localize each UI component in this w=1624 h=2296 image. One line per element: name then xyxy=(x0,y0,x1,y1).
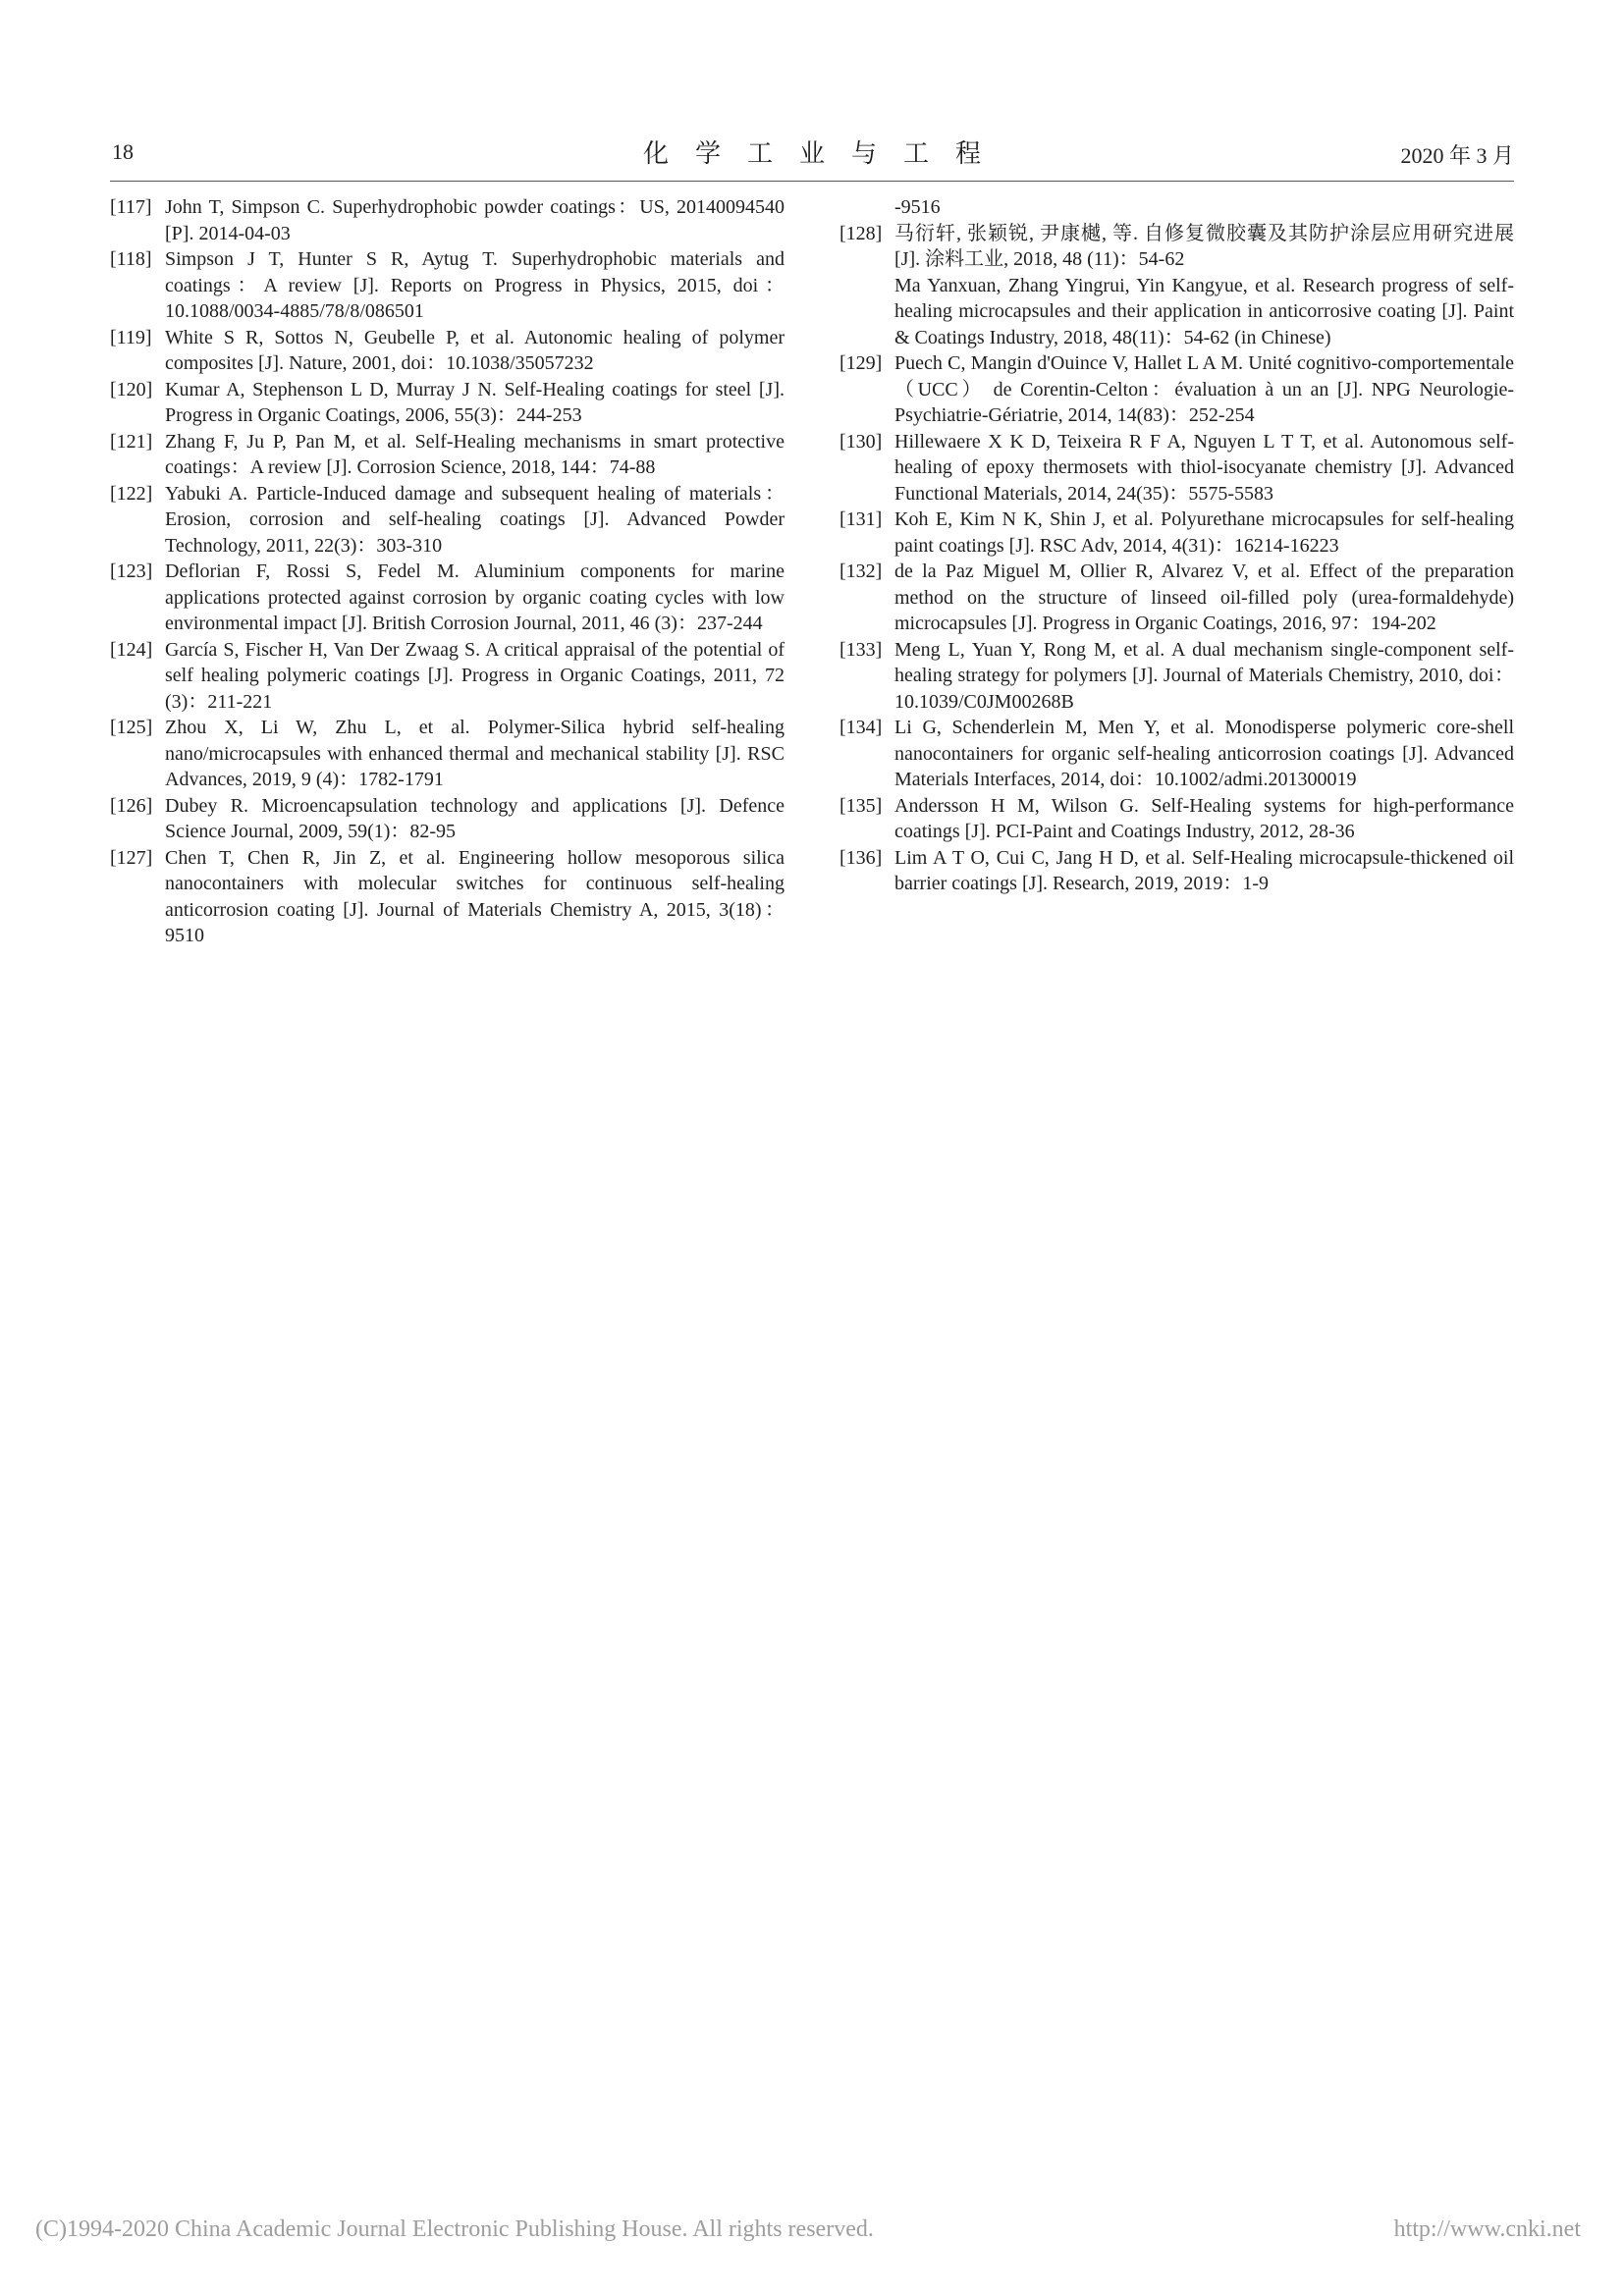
reference-text: Ma Yanxuan, Zhang Yingrui, Yin Kangyue, et al. Research progress of self-healing microcapsules and their application in anticorrosive coating [J]. Paint & Coatings Industry, 2018, 48(11)：54-62 (in Chinese) xyxy=(894,274,1514,348)
reference-label xyxy=(839,194,894,221)
reference-body xyxy=(894,793,1514,845)
reference-item xyxy=(110,377,785,429)
reference-item xyxy=(110,194,785,246)
reference-text: Hillewaere X K D, Teixeira R F A, Nguyen L T T, et al. Autonomous self-healing of epoxy thermosets with thiol-isocyanate chemistry [J]. Advanced Functional Materials, 2014, 24(35)：5575-5583 xyxy=(894,430,1514,505)
reference-body xyxy=(894,715,1514,793)
reference-label: [136] xyxy=(839,846,883,869)
reference-text: de la Paz Miguel M, Ollier R, Alvarez V, et al. Effect of the preparation method on the structure of linseed oil-filled poly (urea-formaldehyde) microcapsules [J]. Progress in Organic Coatings, 2016, 97：194-202 xyxy=(894,561,1514,634)
reference-label: [127] xyxy=(110,846,153,869)
reference-label: [135] xyxy=(839,794,883,817)
reference-item xyxy=(110,637,785,716)
reference-label: [117] xyxy=(110,196,152,218)
reference-item xyxy=(110,246,785,325)
reference-item xyxy=(839,350,1514,429)
reference-label: [123] xyxy=(110,561,153,582)
reference-text: Andersson H M, Wilson G. Self-Healing systems for high-performance coatings [J]. PCI-Paint and Coatings Industry, 2012, 28-36 xyxy=(894,794,1514,842)
reference-item xyxy=(839,715,1514,793)
journal-title: 化学工业与工程 xyxy=(642,139,1008,168)
reference-text: Dubey R. Microencapsulation technology and applications [J]. Defence Science Journal, 2009, 59(1)：82-95 xyxy=(165,794,785,842)
reference-body xyxy=(894,559,1514,637)
reference-label: [118] xyxy=(110,248,152,270)
reference-item xyxy=(839,845,1514,897)
reference-label: [132] xyxy=(839,561,883,582)
reference-text: Chen T, Chen R, Jin Z, et al. Engineering hollow mesoporous silica nanocontainers with molecular switches for continuous self-healing anticorrosion coating [J]. Journal of Materials Chemistry A, 2015, 3(18)：9510 xyxy=(165,846,785,946)
reference-item xyxy=(839,559,1514,637)
references-column-right xyxy=(839,194,1514,949)
reference-body xyxy=(165,325,785,377)
reference-body xyxy=(894,507,1514,559)
reference-label: [120] xyxy=(110,378,153,400)
reference-text: Zhang F, Ju P, Pan M, et al. Self-Healing mechanisms in smart protective coatings：A review [J]. Corrosion Science, 2018, 144：74-88 xyxy=(165,430,785,478)
reference-item xyxy=(110,325,785,377)
reference-item xyxy=(839,637,1514,716)
reference-item xyxy=(110,559,785,637)
issue-date: 2020 年 3 月 xyxy=(1400,143,1514,168)
reference-label: [124] xyxy=(110,638,153,661)
reference-item xyxy=(839,507,1514,559)
header-rule xyxy=(110,181,1514,182)
reference-item xyxy=(839,429,1514,507)
reference-text: Yabuki A. Particle-Induced damage and subsequent healing of materials：Erosion, corrosion and self-healing coatings [J]. Advanced Powder Technology, 2011, 22(3)：303-310 xyxy=(165,482,785,557)
reference-body xyxy=(165,715,785,793)
reference-body xyxy=(165,377,785,429)
reference-label: [130] xyxy=(839,430,883,453)
copyright-text: (C)1994-2020 China Academic Journal Electronic Publishing House. All rights reserved. xyxy=(35,2216,874,2242)
reference-text: John T, Simpson C. Superhydrophobic powder coatings：US, 20140094540 [P]. 2014-04-03 xyxy=(165,196,785,244)
reference-text: White S R, Sottos N, Geubelle P, et al. Autonomic healing of polymer composites [J]. Nature, 2001, doi：10.1038/35057232 xyxy=(165,326,785,374)
reference-item xyxy=(839,221,1514,351)
reference-text: Meng L, Yuan Y, Rong M, et al. A dual mechanism single-component self-healing strategy for polymers [J]. Journal of Materials Chemistry, 2010, doi：10.1039/C0JM00268B xyxy=(894,638,1514,713)
reference-item xyxy=(110,481,785,560)
reference-text: Li G, Schenderlein M, Men Y, et al. Monodisperse polymeric core-shell nanocontainers for organic self-healing anticorrosion coatings [J]. Advanced Materials Interfaces, 2014, doi：10.1002/admi.201300019 xyxy=(894,717,1514,790)
page-number: 18 xyxy=(112,139,134,164)
reference-item xyxy=(110,429,785,481)
reference-body xyxy=(165,194,785,246)
reference-body xyxy=(165,793,785,845)
reference-body xyxy=(894,637,1514,716)
reference-item xyxy=(110,715,785,793)
reference-label: [133] xyxy=(839,638,883,661)
reference-text: 马衍轩, 张颖锐, 尹康樾, 等. 自修复微胶囊及其防护涂层应用研究进展 [J]. 涂料工业, 2018, 48 (11)：54-62 xyxy=(894,222,1514,270)
page-footer xyxy=(35,2216,1581,2243)
reference-text: Puech C, Mangin d'Ouince V, Hallet L A M. Unité cognitivo-comportementale （UCC） de Corentin-Celton：évaluation à un an [J]. NPG Neurologie-Psychiatrie-Gériatrie, 2014, 14(83)：252-254 xyxy=(894,352,1514,426)
reference-label: [122] xyxy=(110,482,153,505)
reference-text: Kumar A, Stephenson L D, Murray J N. Self-Healing coatings for steel [J]. Progress in Organic Coatings, 2006, 55(3)：244-253 xyxy=(165,378,785,426)
reference-text: Deflorian F, Rossi S, Fedel M. Aluminium components for marine applications protected against corrosion by organic coating cycles with low environmental impact [J]. British Corrosion Journal, 2011, 46 (3)：237-244 xyxy=(165,561,785,634)
reference-label: [121] xyxy=(110,430,153,453)
reference-body xyxy=(165,559,785,637)
reference-text: García S, Fischer H, Van Der Zwaag S. A critical appraisal of the potential of self healing polymeric coatings [J]. Progress in Organic Coatings, 2011, 72 (3)：211-221 xyxy=(165,638,785,713)
reference-body xyxy=(165,481,785,560)
reference-label: [119] xyxy=(110,326,152,348)
reference-item xyxy=(110,845,785,949)
reference-body xyxy=(894,221,1514,351)
reference-body xyxy=(165,845,785,949)
reference-text: Koh E, Kim N K, Shin J, et al. Polyurethane microcapsules for self-healing paint coatings [J]. RSC Adv, 2014, 4(31)：16214-16223 xyxy=(894,508,1514,557)
reference-body xyxy=(165,429,785,481)
reference-body xyxy=(165,637,785,716)
reference-body xyxy=(894,845,1514,897)
reference-label: [128] xyxy=(839,222,883,244)
references-column-left xyxy=(110,194,785,949)
reference-label: [125] xyxy=(110,717,153,738)
reference-label: [126] xyxy=(110,794,153,817)
reference-label: [134] xyxy=(839,717,883,738)
reference-text: Zhou X, Li W, Zhu L, et al. Polymer-Silica hybrid self-healing nano/microcapsules with enhanced thermal and mechanical stability [J]. RSC Advances, 2019, 9 (4)：1782-1791 xyxy=(165,717,785,790)
footer-url: http://www.cnki.net xyxy=(1393,2216,1581,2242)
reference-label: [129] xyxy=(839,352,883,374)
reference-text: -9516 xyxy=(894,196,941,218)
reference-label: [131] xyxy=(839,508,883,530)
reference-text: Lim A T O, Cui C, Jang H D, et al. Self-Healing microcapsule-thickened oil barrier coatings [J]. Research, 2019, 2019：1-9 xyxy=(894,846,1514,894)
reference-body xyxy=(894,194,1514,221)
reference-item xyxy=(110,793,785,845)
reference-body xyxy=(165,246,785,325)
references-section xyxy=(110,194,1514,949)
reference-item xyxy=(839,194,1514,221)
reference-text: Simpson J T, Hunter S R, Aytug T. Superhydrophobic materials and coatings：A review [J]. Reports on Progress in Physics, 2015, doi：10.1088/0034-4885/78/8/086501 xyxy=(165,248,785,322)
reference-body xyxy=(894,350,1514,429)
reference-body xyxy=(894,429,1514,507)
reference-item xyxy=(839,793,1514,845)
running-head xyxy=(110,133,1514,173)
